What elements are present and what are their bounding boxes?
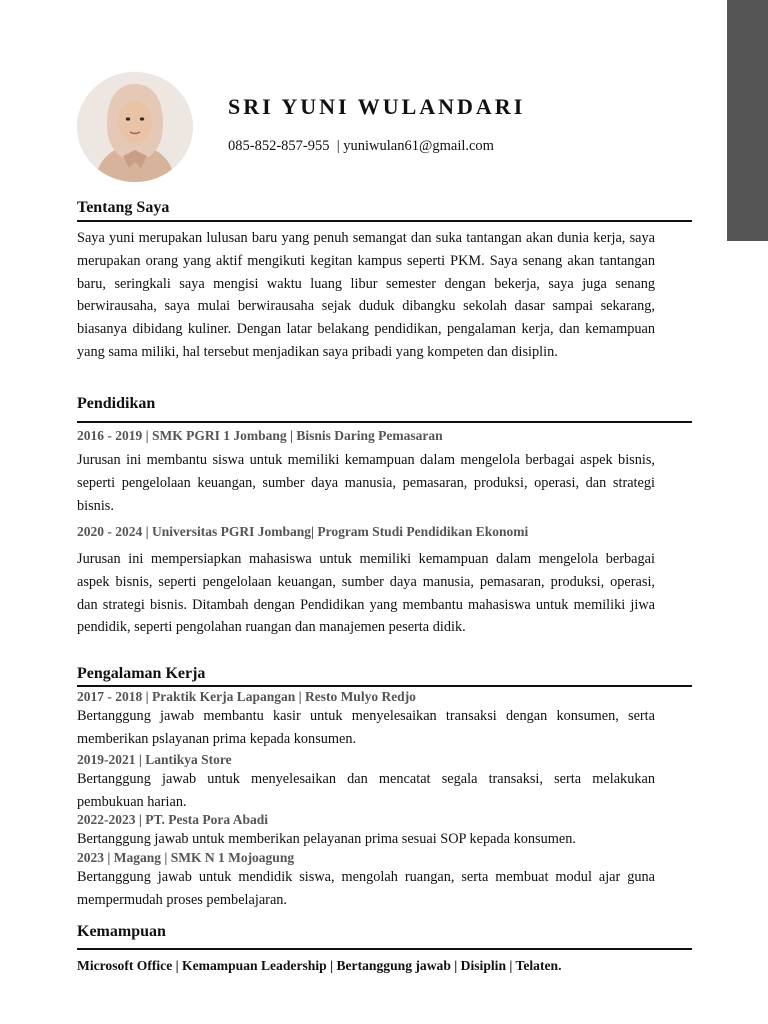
experience-heading: 2023 | Magang | SMK N 1 Mojoagung: [77, 850, 295, 865]
section-title-about: Tentang Saya: [77, 199, 170, 216]
contact-separator: |: [336, 138, 340, 154]
experience-heading: 2022-2023 | PT. Pesta Pora Abadi: [77, 812, 268, 827]
experience-description: Bertanggung jawab untuk mendidik siswa, mengolah ruangan, serta membuat modul ajar guna mempermudah proses pembelajaran.: [77, 869, 655, 908]
decorative-side-bar: [727, 0, 768, 241]
skills-list: Microsoft Office | Kemampuan Leadership | Bertanggung jawab | Disiplin | Telaten.: [77, 958, 562, 973]
phone-number: 085-852-857-955: [228, 138, 330, 154]
education-description: Jurusan ini membantu siswa untuk memiliki kemampuan dalam mengelola berbagai aspek bisnis, seperti pengelolaan keuangan, sumber daya manusia, pemasaran, produksi, operasi, dan strategi bisnis.: [77, 452, 655, 514]
experience-description: Bertanggung jawab untuk memberikan pelayanan prima sesuai SOP kepada konsumen.: [77, 831, 576, 847]
experience-description: Bertanggung jawab untuk menyelesaikan dan mencatat segala transaksi, serta melakukan pembukuan harian.: [77, 771, 655, 810]
education-description: Jurusan ini mempersiapkan mahasiswa untuk memiliki kemampuan dalam mengelola berbagai aspek bisnis, seperti pengelolaan keuangan, sumber daya manusia, pemasaran, produksi, operasi, dan strategi bisnis. Ditambah dengan Pendidikan yang membantu mahasiswa untuk memiliki jiwa pendidik, seperti pengolahan ruangan dan manajemen peserta didik.: [77, 551, 655, 636]
education-heading: 2016 - 2019 | SMK PGRI 1 Jombang | Bisnis Daring Pemasaran: [77, 428, 443, 443]
section-divider: [77, 685, 692, 687]
experience-heading: 2017 - 2018 | Praktik Kerja Lapangan | Resto Mulyo Redjo: [77, 689, 416, 704]
about-text: Saya yuni merupakan lulusan baru yang penuh semangat dan suka tantangan akan dunia kerja, saya merupakan orang yang aktif mengikuti kegitan kampus seperti PKM. Saya senang akan tantangan baru, seringkali saya mengisi waktu luang libur semester dengan bekerja, saya juga senang berwirausaha, saya mulai berwirausaha sejak duduk dibangku sekolah dasar sampai sekarang, biasanya dibidang kuliner. Dengan latar belakang pendidikan, pengalaman kerja, dan kemampuan yang sama miliki, hal tersebut menjadikan saya pribadi yang kompeten dan disiplin.: [77, 230, 655, 360]
section-divider: [77, 948, 692, 950]
candidate-name: SRI YUNI WULANDARI: [228, 94, 526, 119]
section-divider: [77, 421, 692, 423]
profile-photo: [77, 72, 193, 182]
section-title-skills: Kemampuan: [77, 923, 166, 940]
experience-description: Bertanggung jawab membantu kasir untuk menyelesaikan transaksi dengan konsumen, serta memberikan pslayanan prima kepada konsumen.: [77, 708, 655, 747]
section-title-experience: Pengalaman Kerja: [77, 665, 206, 682]
section-title-education: Pendidikan: [77, 395, 156, 412]
experience-heading: 2019-2021 | Lantikya Store: [77, 752, 232, 767]
education-heading: 2020 - 2024 | Universitas PGRI Jombang| Program Studi Pendidikan Ekonomi: [77, 524, 529, 539]
section-divider: [77, 220, 692, 222]
contact-line: [228, 138, 494, 155]
email-address: yuniwulan61@gmail.com: [343, 138, 494, 154]
